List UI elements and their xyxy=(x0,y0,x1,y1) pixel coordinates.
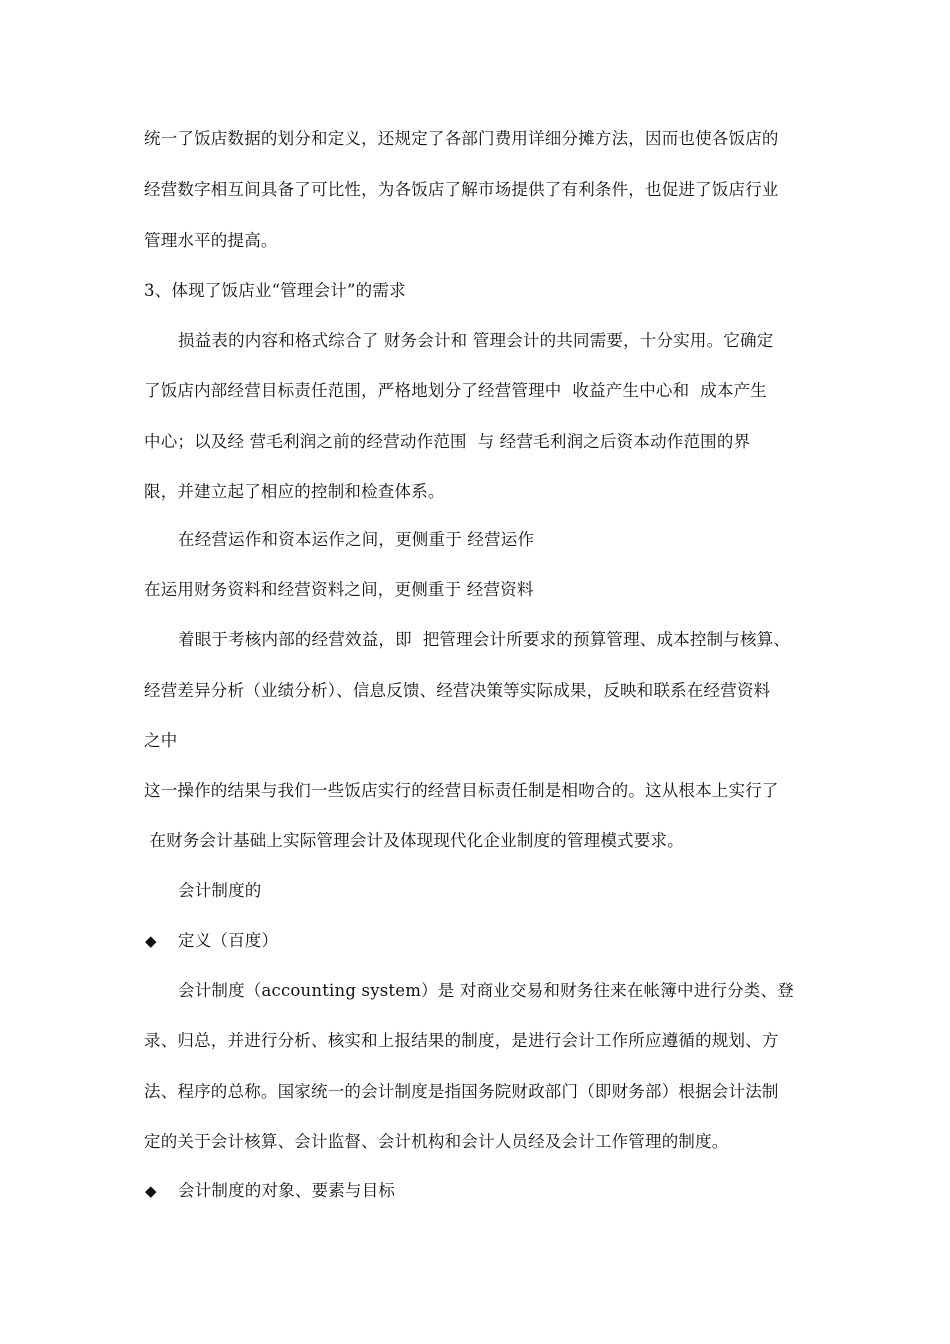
section-heading: 3、体现了饭店业“管理会计”的需求 xyxy=(144,281,406,300)
paragraph-line: 这一操作的结果与我们一些饭店实行的经营目标责任制是相吻合的。这从根本上实行了 xyxy=(144,781,779,800)
paragraph-line: 限，并建立起了相应的控制和检查体系。 xyxy=(144,482,445,501)
paragraph-line: 统一了饭店数据的划分和定义，还规定了各部门费用详细分摊方法，因而也使各饭店的 xyxy=(144,129,779,148)
diamond-bullet-icon: ◆ xyxy=(145,1182,157,1200)
paragraph-line: 会计制度（accounting system）是 对商业交易和财务往来在帐簿中进行分类、登 xyxy=(178,981,794,1000)
paragraph-line: 在运用财务资料和经营资料之间，更侧重于 经营资料 xyxy=(144,580,534,599)
paragraph-line: 损益表的内容和格式综合了 财务会计和 管理会计的共同需要，十分实用。它确定 xyxy=(178,331,774,350)
paragraph-line: 录、归总，并进行分析、核实和上报结果的制度，是进行会计工作所应遵循的规划、方 xyxy=(144,1031,779,1050)
diamond-bullet-icon: ◆ xyxy=(145,932,157,950)
paragraph-line: 之中 xyxy=(144,731,178,750)
paragraph-line: 会计制度的 xyxy=(178,881,262,900)
bullet-heading: 会计制度的对象、要素与目标 xyxy=(178,1181,396,1200)
paragraph-line: 了饭店内部经营目标责任范围，严格地划分了经营管理中 收益产生中心和 成本产生 xyxy=(144,381,767,400)
paragraph-line: 法、程序的总称。国家统一的会计制度是指国务院财政部门（即财务部）根据会计法制 xyxy=(144,1082,779,1101)
paragraph-line: 在财务会计基础上实际管理会计及体现现代化企业制度的管理模式要求。 xyxy=(144,831,684,850)
paragraph-line: 着眼于考核内部的经营效益，即 把管理会计所要求的预算管理、成本控制与核算、 xyxy=(178,630,791,649)
bullet-heading: 定义（百度） xyxy=(178,931,279,950)
paragraph-line: 经营数字相互间具备了可比性，为各饭店了解市场提供了有利条件，也促进了饭店行业 xyxy=(144,180,779,199)
paragraph-line: 在经营运作和资本运作之间，更侧重于 经营运作 xyxy=(178,530,535,549)
paragraph-line: 管理水平的提高。 xyxy=(144,231,278,250)
paragraph-line: 经营差异分析（业绩分析）、信息反馈、经营决策等实际成果，反映和联系在经营资料 xyxy=(144,681,771,700)
paragraph-line: 定的关于会计核算、会计监督、会计机构和会计人员经及会计工作管理的制度。 xyxy=(144,1132,729,1151)
paragraph-line: 中心；以及经 营毛利润之前的经营动作范围 与 经营毛利润之后资本动作范围的界 xyxy=(144,432,751,451)
